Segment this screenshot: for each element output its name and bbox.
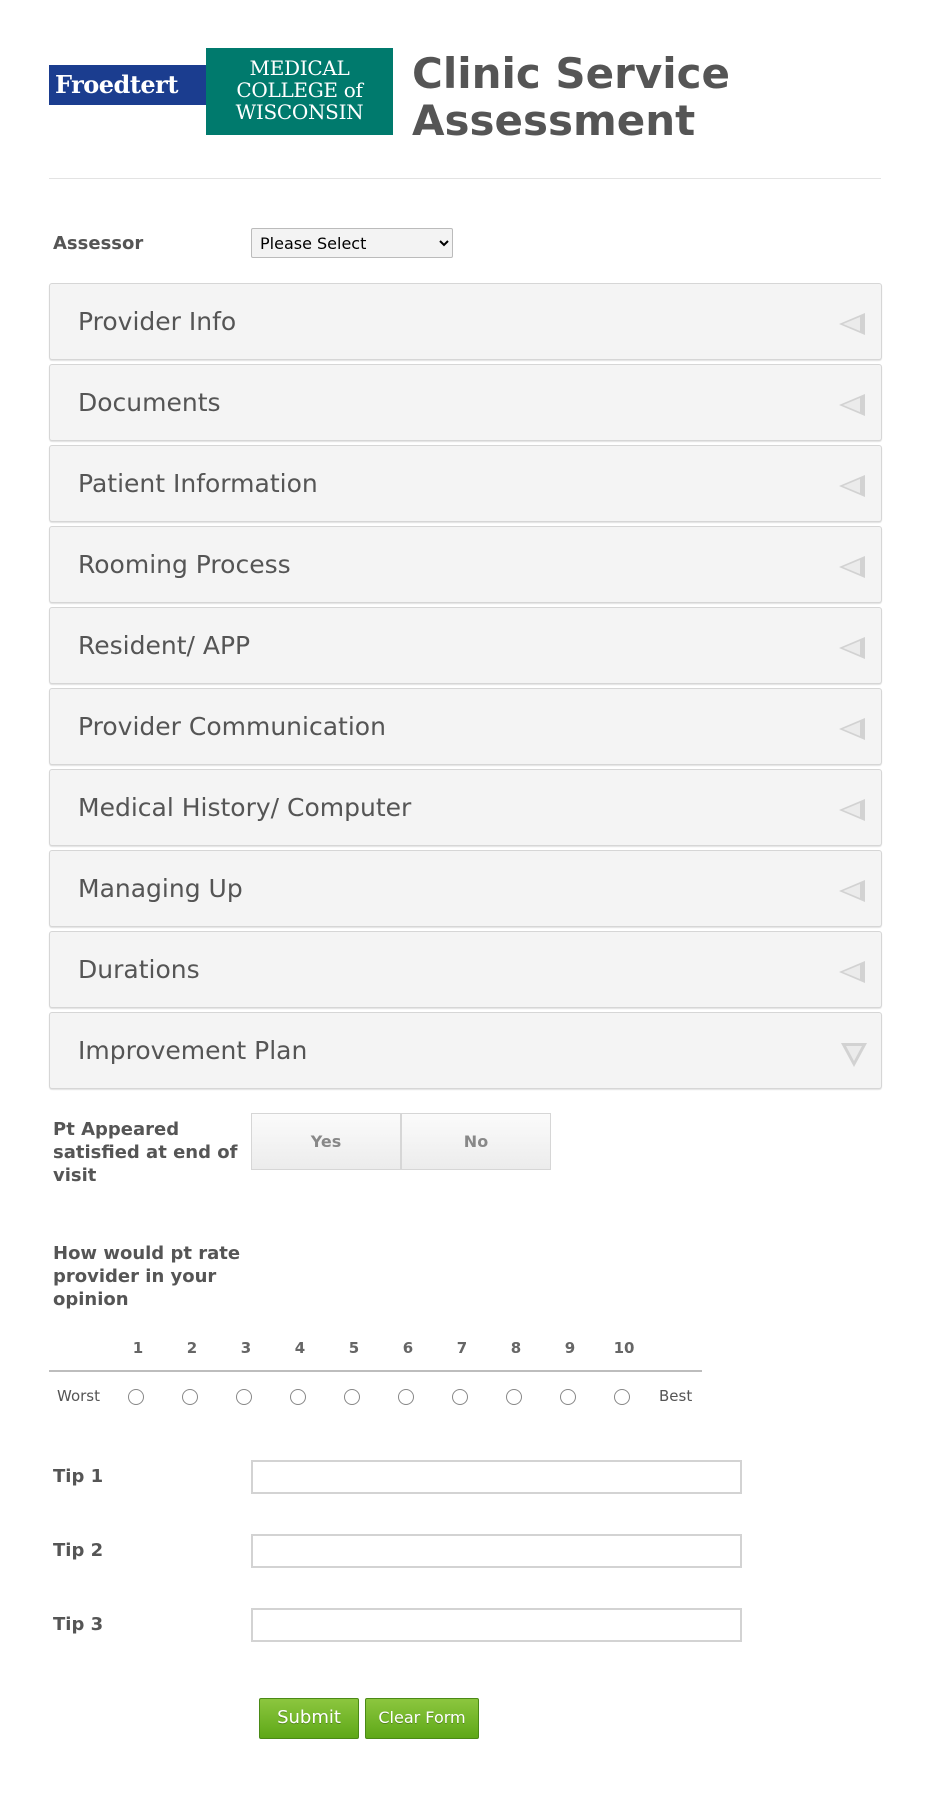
rating-radio-6[interactable] <box>398 1389 414 1405</box>
page-header <box>49 48 881 179</box>
section-resident-app[interactable] <box>49 607 882 684</box>
collapsed-arrow-icon <box>839 475 865 497</box>
section-title: Rooming Process <box>78 550 291 579</box>
section-provider-info[interactable] <box>49 283 882 360</box>
scale-number: 5 <box>348 1339 360 1357</box>
rating-radio-1[interactable] <box>128 1389 144 1405</box>
scale-number: 3 <box>240 1339 252 1357</box>
logo-mcw-line3: WISCONSIN <box>235 100 364 124</box>
section-title: Documents <box>78 388 221 417</box>
section-title: Provider Communication <box>78 712 386 741</box>
page-title: Clinic Service Assessment <box>412 49 731 145</box>
scale-number: 9 <box>564 1339 576 1357</box>
collapsed-arrow-icon <box>839 637 865 659</box>
section-title: Provider Info <box>78 307 237 336</box>
rating-radio-10[interactable] <box>614 1389 630 1405</box>
submit-button[interactable]: Submit <box>259 1698 359 1739</box>
tip3-input[interactable] <box>251 1608 742 1642</box>
section-patient-information[interactable] <box>49 445 882 522</box>
collapsed-arrow-icon <box>839 799 865 821</box>
section-provider-communication[interactable] <box>49 688 882 765</box>
satisfied-no-button[interactable]: No <box>401 1113 551 1170</box>
collapsed-arrow-icon <box>839 394 865 416</box>
tip2-label: Tip 2 <box>53 1540 104 1561</box>
scale-number: 2 <box>186 1339 198 1357</box>
scale-best-label: Best <box>659 1387 693 1405</box>
scale-divider <box>49 1370 702 1372</box>
tip2-input[interactable] <box>251 1534 742 1568</box>
section-title: Durations <box>78 955 200 984</box>
rating-label: How would pt rate provider in your opinion <box>53 1243 241 1310</box>
clear-form-button[interactable]: Clear Form <box>365 1698 479 1739</box>
tip3-label: Tip 3 <box>53 1614 104 1635</box>
scale-number: 7 <box>456 1339 468 1357</box>
scale-number: 10 <box>613 1339 635 1357</box>
tip1-input[interactable] <box>251 1460 742 1494</box>
section-title: Medical History/ Computer <box>78 793 412 822</box>
logo <box>49 48 394 135</box>
satisfied-label: Pt Appeared satisfied at end of visit <box>53 1119 238 1186</box>
section-durations[interactable] <box>49 931 882 1008</box>
rating-radio-3[interactable] <box>236 1389 252 1405</box>
rating-radio-9[interactable] <box>560 1389 576 1405</box>
assessor-label: Assessor <box>53 233 144 254</box>
rating-radio-8[interactable] <box>506 1389 522 1405</box>
collapsed-arrow-icon <box>839 961 865 983</box>
section-title: Managing Up <box>78 874 243 903</box>
scale-worst-label: Worst <box>57 1387 100 1405</box>
rating-radio-2[interactable] <box>182 1389 198 1405</box>
scale-number: 8 <box>510 1339 522 1357</box>
logo-mcw-line2: COLLEGE of <box>236 78 363 102</box>
tip1-label: Tip 1 <box>53 1466 104 1487</box>
expanded-arrow-icon <box>841 1043 867 1067</box>
section-managing-up[interactable] <box>49 850 882 927</box>
section-title: Patient Information <box>78 469 318 498</box>
rating-radio-5[interactable] <box>344 1389 360 1405</box>
collapsed-arrow-icon <box>839 718 865 740</box>
rating-radio-4[interactable] <box>290 1389 306 1405</box>
satisfied-yes-button[interactable]: Yes <box>251 1113 401 1170</box>
section-title: Resident/ APP <box>78 631 251 660</box>
section-title: Improvement Plan <box>78 1036 308 1065</box>
assessor-select[interactable] <box>251 228 453 258</box>
collapsed-arrow-icon <box>839 880 865 902</box>
section-rooming-process[interactable] <box>49 526 882 603</box>
scale-number: 4 <box>294 1339 306 1357</box>
collapsed-arrow-icon <box>839 556 865 578</box>
collapsed-arrow-icon <box>839 313 865 335</box>
section-documents[interactable] <box>49 364 882 441</box>
section-improvement-plan[interactable] <box>49 1012 882 1089</box>
logo-mcw-line1: MEDICAL <box>249 56 350 80</box>
logo-mcw <box>206 48 393 135</box>
section-medical-history[interactable] <box>49 769 882 846</box>
scale-number: 6 <box>402 1339 414 1357</box>
rating-radio-7[interactable] <box>452 1389 468 1405</box>
scale-number: 1 <box>132 1339 144 1357</box>
logo-froedtert: Froedtert <box>49 65 205 105</box>
